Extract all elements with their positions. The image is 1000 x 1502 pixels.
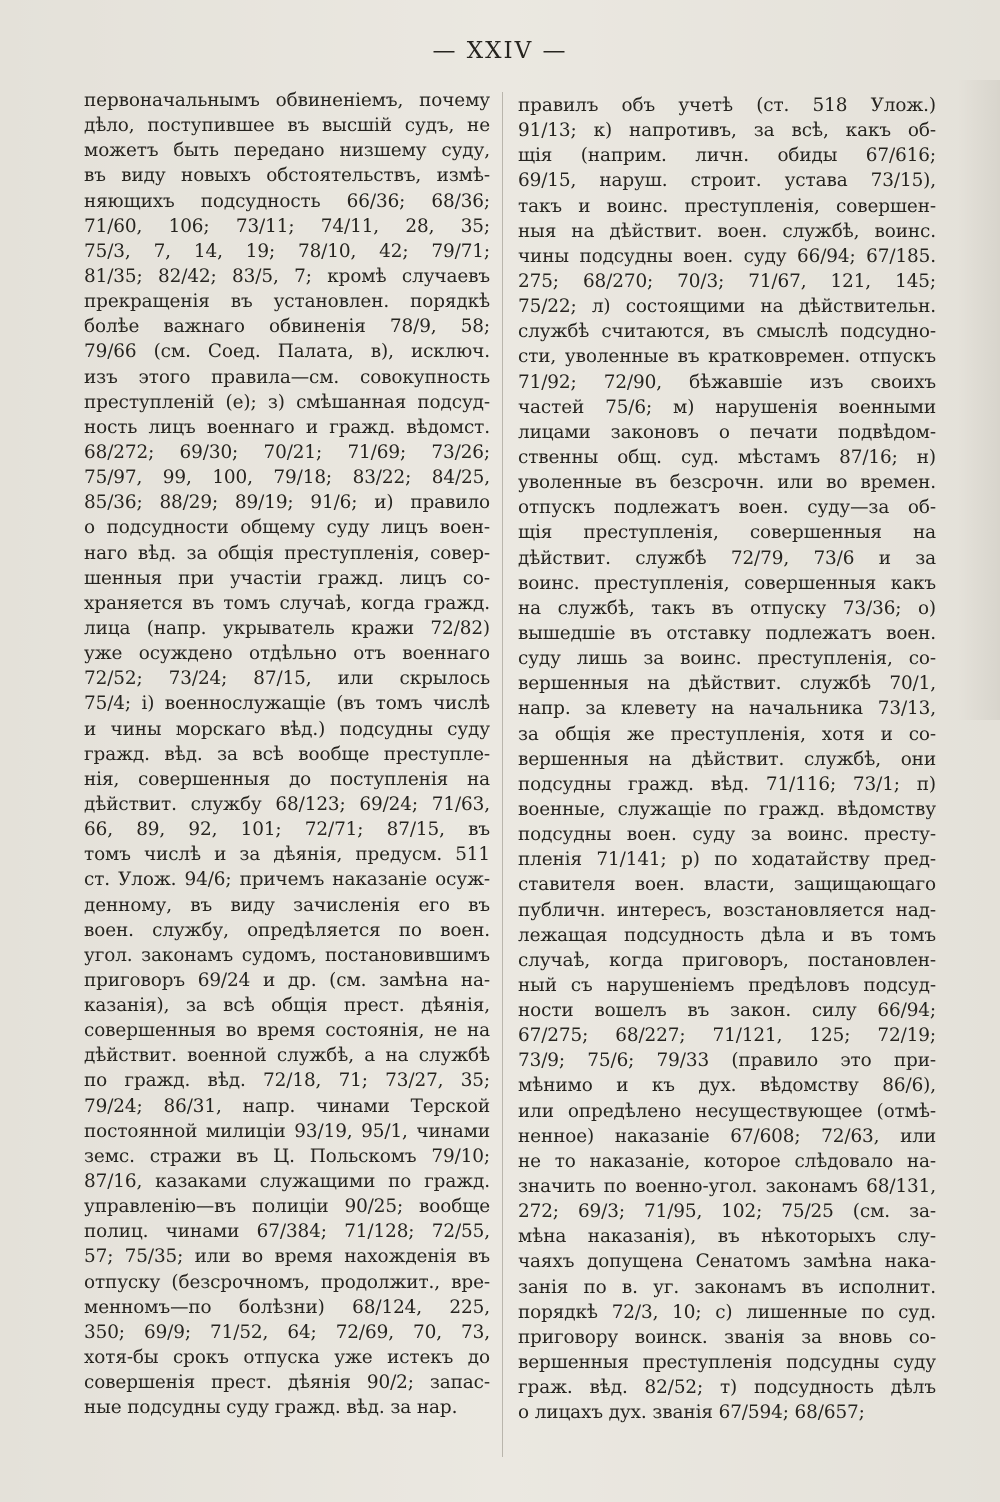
text-line: отпуску (безсрочномъ, продолжит., вре- xyxy=(84,1271,490,1293)
text-line: пленія 71/141; р) по ходатайству пред- xyxy=(518,849,936,871)
text-line: казанія), за всѣ общія прест. дѣянія, xyxy=(84,995,490,1017)
text-line: ные подсудны суду гражд. вѣд. за нар. xyxy=(84,1397,458,1419)
text-line: угол. законамъ судомъ, постановившимъ xyxy=(84,944,490,966)
text-line: воинс. преступленія, совершенныя какъ xyxy=(518,572,936,594)
page-number-header: — XXIV — xyxy=(432,38,568,64)
text-line: вершенныя на дѣйствит. службѣ, они xyxy=(518,748,936,770)
right-text-column xyxy=(518,93,936,1425)
text-line: 75/3, 7, 14, 19; 78/10, 42; 79/71; xyxy=(84,240,490,262)
text-line: хотя-бы срокъ отпуска уже истекъ до xyxy=(84,1347,490,1369)
text-line: изъ этого правила—см. совокупность xyxy=(84,366,490,388)
text-line: такъ и воинс. преступленія, совершен- xyxy=(518,195,936,217)
page-edge-shadow xyxy=(958,80,1000,720)
text-line: прекращенія въ установлен. порядкѣ xyxy=(84,291,490,313)
text-line: чаяхъ допущена Сенатомъ замѣна нака- xyxy=(518,1251,936,1273)
text-line: вышедшіе въ отставку подлежатъ воен. xyxy=(518,622,936,644)
text-line: 75/22; л) состоящими на дѣйствительн. xyxy=(518,296,936,318)
text-line: нія, совершенныя до поступленія на xyxy=(84,768,490,790)
text-line: лица (напр. укрыватель кражи 72/82) xyxy=(84,617,490,639)
text-line: подсудны гражд. вѣд. 71/116; 73/1; п) xyxy=(518,773,936,795)
text-line: храняется въ томъ случаѣ, когда гражд. xyxy=(84,592,490,614)
text-line: совершенія прест. дѣянія 90/2; запас- xyxy=(84,1372,490,1394)
text-line: военные, служащіе по гражд. вѣдомству xyxy=(518,798,936,820)
text-line: щія (наприм. личн. обиды 67/616; xyxy=(518,145,936,167)
text-line: 91/13; к) напротивъ, за всѣ, какъ об- xyxy=(518,120,936,142)
text-line: можетъ быть передано низшему суду, xyxy=(84,140,490,162)
text-line: дѣйствит. службу 68/123; 69/24; 71/63, xyxy=(84,793,490,815)
text-line: ственны общ. суд. мѣстамъ 87/16; н) xyxy=(518,446,936,468)
text-line: вершенныя преступленія подсудны суду xyxy=(518,1352,936,1374)
text-line: 57; 75/35; или во время нахожденія въ xyxy=(84,1246,490,1268)
text-line: денному, въ виду зачисленія его въ xyxy=(84,894,490,916)
text-line: дѣло, поступившее въ высшій судъ, не xyxy=(84,115,490,137)
text-line: приговоръ 69/24 и др. (см. замѣна на- xyxy=(84,969,490,991)
text-line: подсудны воен. суду за воинс. престу- xyxy=(518,824,936,846)
text-line: суду лишь за воинс. преступленія, со- xyxy=(518,648,936,670)
text-line: по гражд. вѣд. 72/18, 71; 73/27, 35; xyxy=(84,1070,490,1092)
text-line: граж. вѣд. 82/52; т) подсудность дѣлъ xyxy=(518,1377,936,1399)
text-line: ный съ нарушеніемъ предѣловъ подсуд- xyxy=(518,974,936,996)
text-line: не то наказаніе, которое слѣдовало на- xyxy=(518,1150,936,1172)
text-line: управленію—въ полиціи 90/25; вообще xyxy=(84,1196,490,1218)
text-line: въ виду новыхъ обстоятельствъ, измѣ- xyxy=(84,165,490,187)
text-line: мѣна наказанія), въ нѣкоторыхъ слу- xyxy=(518,1226,936,1248)
text-line: за общія же преступленія, хотя и со- xyxy=(518,723,936,745)
text-line: 75/4; і) военнослужащіе (въ томъ числѣ xyxy=(84,693,490,715)
text-line: 81/35; 82/42; 83/5, 7; кромѣ случаевъ xyxy=(84,265,490,287)
text-line: томъ числѣ и за дѣянія, предусм. 511 xyxy=(84,844,490,866)
text-line: на службѣ, такъ въ отпуску 73/36; о) xyxy=(518,597,936,619)
text-line: 272; 69/3; 71/95, 102; 75/25 (см. за- xyxy=(518,1201,936,1223)
text-line: вершенныя на дѣйствит. службѣ 70/1, xyxy=(518,673,936,695)
text-line: гражд. вѣд. за всѣ вообще преступле- xyxy=(84,743,490,765)
text-line: 72/52; 73/24; 87/15, или скрылось xyxy=(84,668,490,690)
text-line: 66, 89, 92, 101; 72/71; 87/15, въ xyxy=(84,819,490,841)
text-line: первоначальнымъ обвиненіемъ, почему xyxy=(84,90,490,111)
text-line: порядкѣ 72/3, 10; с) лишенные по суд. xyxy=(518,1301,936,1323)
text-line: совершенныя во время состоянія, не на xyxy=(84,1020,490,1042)
text-line: уволенные въ безсрочн. или во времен. xyxy=(518,472,936,494)
text-line: приговору воинск. званія за вновь со- xyxy=(518,1326,936,1348)
text-line: чины подсудны воен. суду 66/94; 67/185. xyxy=(518,245,936,267)
text-line: напр. за клевету на начальника 73/13, xyxy=(518,698,936,720)
text-line: 79/66 (см. Соед. Палата, в), исключ. xyxy=(84,341,490,363)
text-line: болѣе важнаго обвиненія 78/9, 58; xyxy=(84,316,490,338)
text-line: и чины морскаго вѣд.) подсудны суду xyxy=(84,718,490,740)
text-line: менномъ—по болѣзни) 68/124, 225, xyxy=(84,1296,490,1318)
text-line: ст. Улож. 94/6; причемъ наказаніе осуж- xyxy=(84,869,490,891)
text-line: 68/272; 69/30; 70/21; 71/69; 73/26; xyxy=(84,441,490,463)
text-line: 71/60, 106; 73/11; 74/11, 28, 35; xyxy=(84,215,490,237)
text-line: мѣнимо и къ дух. вѣдомству 86/6), xyxy=(518,1075,936,1097)
text-line: ности вошелъ въ закон. силу 66/94; xyxy=(518,1000,936,1022)
text-line: 79/24; 86/31, напр. чинами Терской xyxy=(84,1095,490,1117)
text-line: о лицахъ дух. званія 67/594; 68/657; xyxy=(518,1402,865,1424)
text-line: 350; 69/9; 71/52, 64; 72/69, 70, 73, xyxy=(84,1321,490,1343)
text-line: 75/97, 99, 100, 79/18; 83/22; 84/25, xyxy=(84,467,490,489)
text-line: полиц. чинами 67/384; 71/128; 72/55, xyxy=(84,1221,490,1243)
text-line: ненное) наказаніе 67/608; 72/63, или xyxy=(518,1125,936,1147)
text-line: сти, уволенные въ кратковремен. отпускъ xyxy=(518,346,936,368)
text-line: дѣйствит. военной службѣ, а на службѣ xyxy=(84,1045,490,1067)
text-line: наго вѣд. за общія преступленія, совер- xyxy=(84,542,490,564)
text-line: публичн. интересъ, возстановляется над- xyxy=(518,899,936,921)
text-line: 87/16, казаками служащими по гражд. xyxy=(84,1171,490,1193)
text-line: значить по военно-угол. законамъ 68/131, xyxy=(518,1176,936,1198)
text-line: 73/9; 75/6; 79/33 (правило это при- xyxy=(518,1050,936,1072)
text-line: лежащая подсудность дѣла и въ томъ xyxy=(518,924,936,946)
text-line: службѣ считаются, въ смыслѣ подсудно- xyxy=(518,321,936,343)
text-line: ныя на дѣйствит. воен. службѣ, воинс. xyxy=(518,220,936,242)
text-line: 85/36; 88/29; 89/19; 91/6; и) правило xyxy=(84,492,490,514)
text-line: отпускъ подлежатъ воен. суду—за об- xyxy=(518,497,936,519)
text-line: 275; 68/270; 70/3; 71/67, 121, 145; xyxy=(518,270,936,292)
text-line: или опредѣлено несуществующее (отмѣ- xyxy=(518,1100,936,1122)
text-line: дѣйствит. службѣ 72/79, 73/6 и за xyxy=(518,547,936,569)
column-divider xyxy=(502,92,503,1457)
text-line: 71/92; 72/90, бѣжавшіе изъ своихъ xyxy=(518,371,936,393)
text-line: воен. службу, опредѣляется по воен. xyxy=(84,919,490,941)
left-text-column xyxy=(84,88,490,1420)
text-line: 67/275; 68/227; 71/121, 125; 72/19; xyxy=(518,1025,936,1047)
text-line: случаѣ, когда приговоръ, постановлен- xyxy=(518,949,936,971)
text-line: уже осуждено отдѣльно отъ военнаго xyxy=(84,643,490,665)
text-line: шенныя при участіи гражд. лицъ со- xyxy=(84,567,490,589)
text-line: частей 75/6; м) нарушенія военными xyxy=(518,396,936,418)
text-line: лицами законовъ о печати подвѣдом- xyxy=(518,421,936,443)
text-line: занія по в. уг. законамъ въ исполнит. xyxy=(518,1276,936,1298)
text-line: ность лицъ военнаго и гражд. вѣдомст. xyxy=(84,416,490,438)
text-line: земс. стражи въ Ц. Польскомъ 79/10; xyxy=(84,1145,490,1167)
text-line: щія преступленія, совершенныя на xyxy=(518,522,936,544)
text-line: няющихъ подсудность 66/36; 68/36; xyxy=(84,190,490,212)
text-line: 69/15, наруш. строит. устава 73/15), xyxy=(518,170,936,192)
text-line: правилъ объ учетѣ (ст. 518 Улож.) xyxy=(518,95,936,116)
text-line: преступленій (е); з) смѣшанная подсуд- xyxy=(84,391,490,413)
text-line: о подсудности общему суду лицъ воен- xyxy=(84,517,490,539)
text-line: ставителя воен. власти, защищающаго xyxy=(518,874,936,896)
text-line: постоянной милиціи 93/19, 95/1, чинами xyxy=(84,1120,490,1142)
